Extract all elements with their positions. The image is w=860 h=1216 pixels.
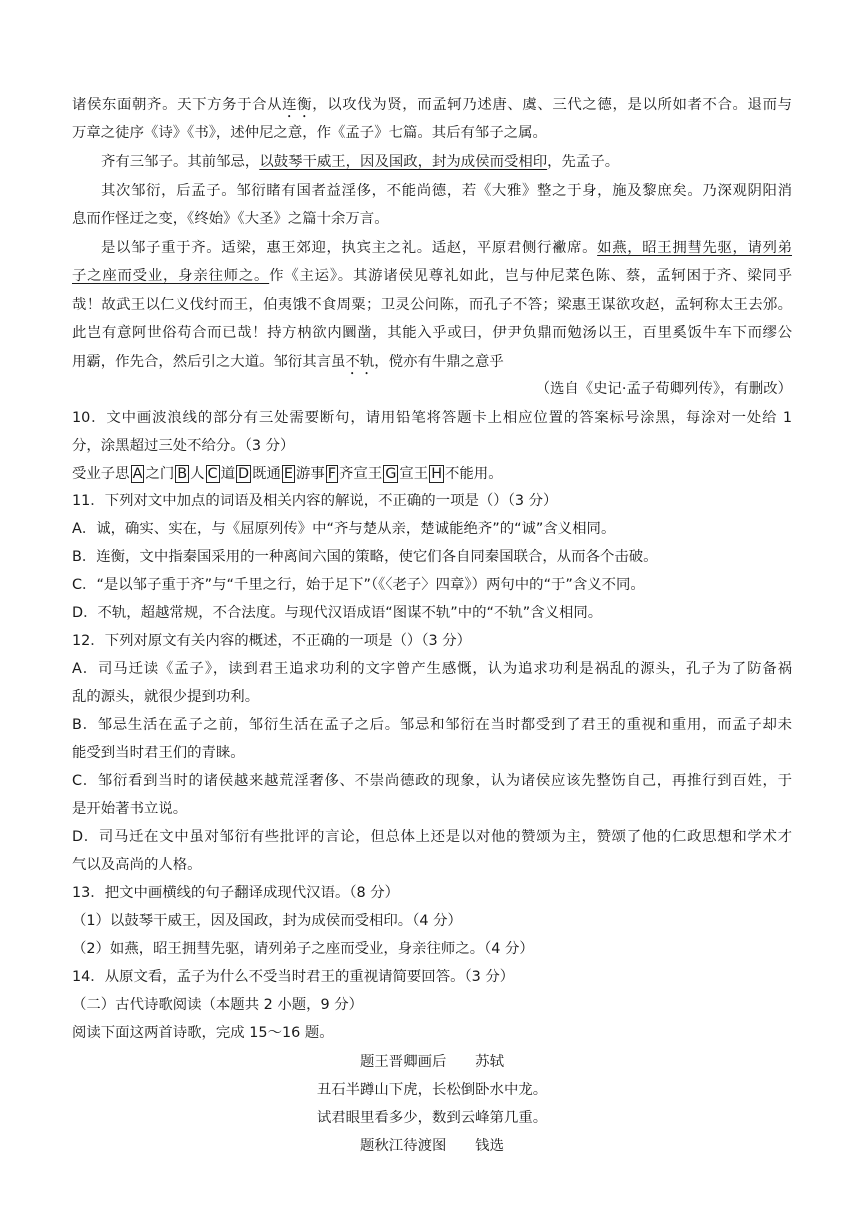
poem-2-title-line	[72, 1136, 792, 1156]
q10-option-d[interactable]: D	[237, 466, 250, 482]
passage-line: 哉！故武王以仁义伐纣而王，伯夷饿不食周粟；卫灵公问陈，而孔子不答；梁惠王谋欲攻赵，孟轲称太王去邠。	[72, 297, 792, 313]
passage-line: 是以邹子重于齐。适梁，惠王郊迎，执宾主之礼。适赵，平原君侧行襒席。如燕，昭王拥彗先驱，请列弟	[101, 240, 792, 256]
passage-line: 其次邹衍，后孟子。邹衍睹有国者益淫侈，不能尚德，若《大雅》整之于身，施及黎庶矣。乃深观阴阳消	[101, 183, 792, 199]
q10-option-a[interactable]: A	[132, 466, 143, 482]
q10-segment: 之门	[145, 466, 175, 482]
q10-segment: 不能用。	[445, 466, 503, 482]
q10-option-b[interactable]: B	[177, 466, 188, 482]
q10-option-h[interactable]: H	[431, 466, 443, 482]
q12-option-b-cont: 能受到当时君王们的青睐。	[72, 745, 245, 761]
question-10: 10．文中画波浪线的部分有三处需要断句，请用铅笔将答题卡上相应位置的答案标号涂黑，每涂对一处给 1	[72, 410, 792, 426]
q12-option-b[interactable]: B．邹忌生活在孟子之前，邹衍生活在孟子之后。邹忌和邹衍在当时都受到了君王的重视和重用，而孟子却未	[72, 717, 792, 733]
passage-line: 子之座而受业，身亲往师之。作《主运》。其游诸侯见尊礼如此，岂与仲尼菜色陈、蔡，孟轲困于齐、梁同乎	[72, 268, 792, 284]
question-12: 12．下列对原文有关内容的概述，不正确的一项是（）（3 分）	[72, 633, 471, 649]
poem-1-author: 苏轼	[475, 1054, 504, 1070]
q11-option-b[interactable]: B．连衡，文中指秦国采用的一种离间六国的策略，使它们各自同秦国联合，从而各个击破。	[72, 549, 658, 565]
q12-option-a-cont: 乱的源头，就很少提到功利。	[72, 689, 260, 705]
q12-option-d-cont: 气以及高尚的人格。	[72, 857, 202, 873]
question-11: 11．下列对文中加点的词语及相关内容的解说，不正确的一项是（）（3 分）	[72, 493, 558, 509]
q13-sentence-1: （1）以鼓琴干威王，因及国政，封为成侯而受相印。（4 分）	[72, 913, 462, 929]
passage-line: 诸侯东面朝齐。天下方务于合从连衡，以攻伐为贤，而孟轲乃述唐、虞、三代之德，是以所如者不合。退而与	[72, 97, 792, 113]
q13-sentence-2: （2）如燕，昭王拥彗先驱，请列弟子之座而受业，身亲往师之。（4 分）	[72, 941, 534, 957]
q10-segment: 受业子思	[72, 466, 130, 482]
q10-segment: 宣王	[399, 466, 429, 482]
q10-option-c[interactable]: C	[207, 466, 218, 482]
q12-option-d[interactable]: D．司马迁在文中虽对邹衍有些批评的言论，但总体上还是以对他的赞颂为主，赞颂了他的仁政思想和学术才	[72, 829, 792, 845]
passage-line: 用霸，作先合，然后引之大道。邹衍其言虽不轨，傥亦有牛鼎之意乎	[72, 354, 504, 370]
poem-2-title: 题秋江待渡图	[360, 1138, 447, 1154]
q12-option-c[interactable]: C．邹衍看到当时的诸侯越来越荒淫奢侈、不崇尚德政的现象，认为诸侯应该先整饬自己，再推行到百姓，于	[72, 773, 792, 789]
poem-1-line: 丑石半蹲山下虎，长松倒卧水中龙。	[316, 1082, 548, 1098]
q10-segment: 人	[190, 466, 205, 482]
passage-line: 此岂有意阿世俗苟合而已哉！持方枘欲内圜凿，其能入乎或曰，伊尹负鼎而勉汤以王，百里奚饭牛车下而缪公	[72, 325, 792, 341]
passage-source: （选自《史记·孟子荀卿列传》，有删改）	[535, 381, 792, 397]
q10-option-g[interactable]: G	[385, 466, 397, 482]
question-13: 13．把文中画横线的句子翻译成现代汉语。（8 分）	[72, 885, 400, 901]
q11-option-a[interactable]: A．诚，确实、实在，与《屈原列传》中“齐与楚从亲，楚诚能绝齐”的“诚”含义相同。	[72, 521, 616, 537]
q10-segment: 道	[220, 466, 235, 482]
q10-segment: 既通	[252, 466, 281, 482]
q10-option-f[interactable]: F	[327, 466, 337, 482]
section-intro: 阅读下面这两首诗歌，完成 15～16 题。	[72, 1025, 334, 1041]
passage-line: 息而作怪迂之变，《终始》《大圣》之篇十余万言。	[72, 211, 389, 227]
q11-option-d[interactable]: D．不轨，超越常规，不合法度。与现代汉语成语“图谋不轨”中的“不轨”含义相同。	[72, 605, 603, 621]
poem-1-title: 题王晋卿画后	[360, 1054, 447, 1070]
q10-break-options	[72, 464, 792, 484]
question-14: 14．从原文看，孟子为什么不受当时君王的重视请简要回答。（3 分）	[72, 969, 515, 985]
q10-segment: 齐宣王	[339, 466, 383, 482]
q12-option-c-cont: 是开始著书立说。	[72, 801, 188, 817]
q10-segment: 游事	[295, 466, 325, 482]
passage-paragraph: 齐有三邹子。其前邹忌，以鼓琴干威王，因及国政，封为成侯而受相印，先孟子。	[101, 154, 620, 170]
poem-2-author: 钱选	[475, 1138, 504, 1154]
poem-1-line: 试君眼里看多少，数到云峰第几重。	[316, 1110, 548, 1126]
q12-option-a[interactable]: A．司马迁读《孟子》，读到君王追求功利的文字曾产生感慨，认为追求功利是祸乱的源头，孔子为了防备祸	[72, 661, 792, 677]
q11-option-c[interactable]: C．“是以邹子重于齐”与“千里之行，始于足下”（《〈老子〉四章》）两句中的“于”含义不同。	[72, 577, 645, 593]
section-heading: （二）古代诗歌阅读（本题共 2 小题，9 分）	[72, 997, 364, 1013]
poem-1-title-line	[72, 1052, 792, 1072]
question-10-cont: 分，涂黑超过三处不给分。（3 分）	[72, 438, 295, 454]
passage-line: 万章之徒序《诗》《书》，述仲尼之意，作《孟子》七篇。其后有邹子之属。	[72, 125, 547, 141]
q10-option-e[interactable]: E	[283, 466, 293, 482]
